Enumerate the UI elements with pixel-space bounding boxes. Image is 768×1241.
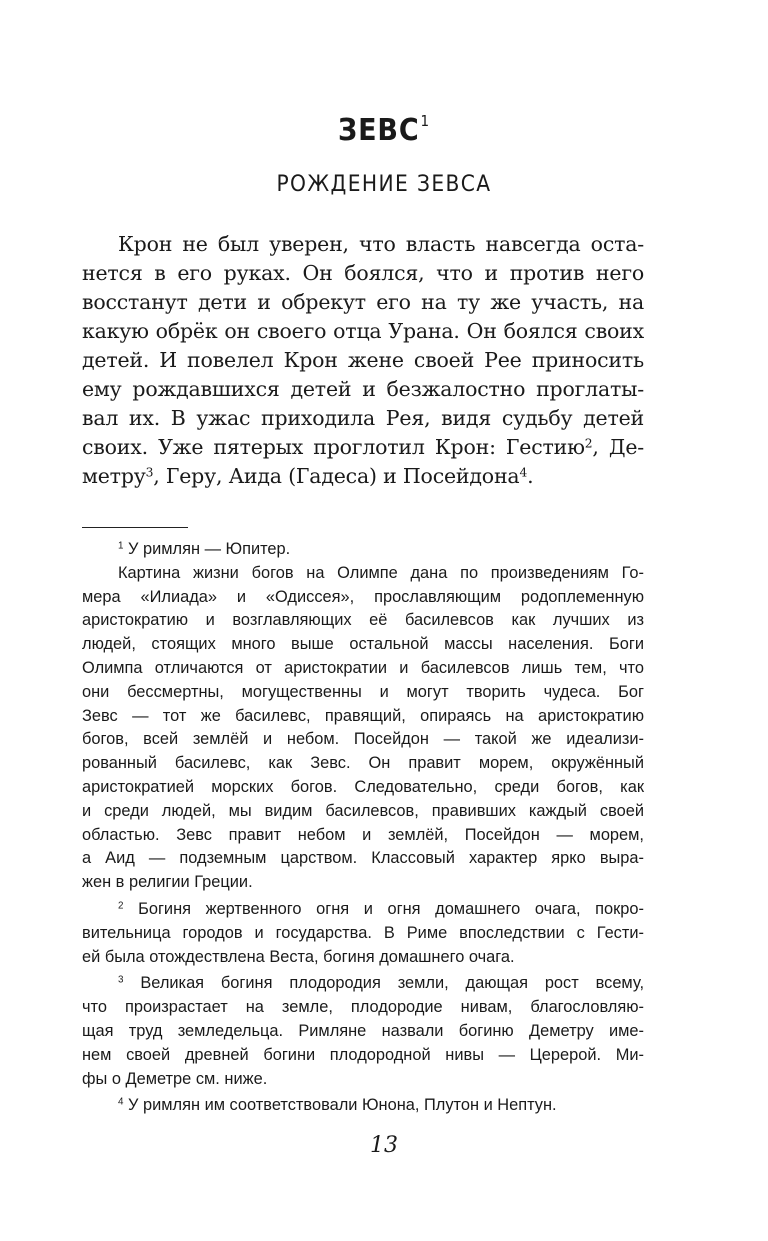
- main-paragraph: [82, 230, 644, 491]
- text-segment: .: [527, 464, 534, 488]
- footnote-1: [82, 538, 644, 895]
- text-line: ему рождавшихся детей и безжалостно проглаты-: [82, 377, 644, 401]
- text-segment: , Геру, Аида (Гадеса) и Посейдона: [153, 464, 520, 488]
- footnote-4: [82, 1094, 644, 1118]
- footnote-line: они бессмертны, могущественны и могут творить чудеса. Бог: [82, 682, 644, 701]
- footnote-line: что произрастает на земле, плодородие нивам, благословляю-: [82, 998, 644, 1017]
- footnote-line: [82, 1094, 644, 1118]
- footnote-line: жен в религии Греции.: [82, 873, 253, 892]
- text-line: детей. И повелел Крон жене своей Рее приносить: [82, 348, 644, 372]
- footnote-text: У римлян — Юпитер.: [123, 540, 291, 558]
- footnote-line: [82, 972, 644, 996]
- chapter-title-text: ЗЕВС: [337, 113, 420, 148]
- footnote-text: Великая богиня плодородия земли, дающая рост всему,: [123, 974, 644, 993]
- footnote-line: областью. Зевс правит небом и землёй, Посейдон — морем,: [82, 825, 644, 844]
- text-line: вал их. В ужас приходила Рея, видя судьбу детей: [82, 406, 644, 430]
- footnote-line: Картина жизни богов на Олимпе дана по произведениям Го-: [118, 563, 644, 582]
- footnote-line: и среди людей, мы видим басилевсов, правивших каждый своей: [82, 801, 644, 820]
- footnote-line: [82, 898, 644, 922]
- text-line: нется в его руках. Он боялся, что и против него: [82, 261, 644, 285]
- page-number: 13: [370, 1133, 398, 1158]
- text-segment: метру: [82, 464, 146, 488]
- footnote-line: людей, стоящих много выше остальной массы населения. Боги: [82, 635, 644, 654]
- footnote-text: У римлян им соответствовали Юнона, Плутон и Нептун.: [123, 1096, 557, 1115]
- footnote-2: [82, 898, 644, 969]
- footnote-3: [82, 972, 644, 1091]
- footnote-line: мера «Илиада» и «Одиссея», прославляющим родоплеменную: [82, 587, 644, 606]
- footnote-line: вительница городов и государства. В Риме впоследствии с Гести-: [82, 923, 644, 942]
- footnote-ref-2: 2: [584, 436, 593, 451]
- footnote-mark: 1: [118, 540, 124, 552]
- text-line: восстанут дети и обрекут его на ту же участь, на: [82, 290, 644, 314]
- footnote-line: [82, 538, 644, 562]
- text-line: Крон не был уверен, что власть навсегда оста-: [118, 232, 644, 256]
- text-segment: своих. Уже пятерых проглотил Крон: Гестию: [82, 435, 585, 459]
- text-line: [82, 433, 644, 462]
- footnote-separator: [82, 527, 188, 528]
- footnote-line: а Аид — подземным царством. Классовый характер ярко выра-: [82, 849, 644, 868]
- footnote-line: нем своей древней богини плодородной нивы — Церерой. Ми-: [82, 1045, 644, 1064]
- footnote-line: богов, всей землёй и небом. Посейдон — такой же идеализи-: [82, 730, 644, 749]
- footnote-line: Зевс — тот же басилевс, правящий, опираясь на аристократию: [82, 706, 644, 725]
- footnote-mark: 4: [118, 1096, 124, 1108]
- footnote-ref-1: 1: [420, 112, 431, 130]
- footnote-line: фы о Деметре см. ниже.: [82, 1069, 268, 1088]
- footnotes: [82, 538, 644, 1118]
- footnote-line: рованный басилевс, как Зевс. Он правит морем, окружённый: [82, 754, 644, 773]
- chapter-title: [38, 112, 729, 148]
- footnote-line: аристократией морских богов. Следовательно, среди богов, как: [82, 777, 644, 796]
- footnote-mark: 2: [118, 900, 124, 912]
- footnote-ref-4: 4: [519, 465, 528, 480]
- footnote-line: щая труд земледельца. Римляне назвали богиню Деметру име-: [82, 1021, 644, 1040]
- footnote-mark: 3: [118, 974, 124, 986]
- footnote-ref-3: 3: [145, 465, 154, 480]
- text-line: какую обрёк он своего отца Урана. Он боялся своих: [82, 319, 644, 343]
- text-segment: , Де-: [592, 435, 644, 459]
- footnote-line: Олимпа отличаются от аристократии и басилевсов лишь тем, что: [82, 658, 644, 677]
- footnote-line: аристократию и возглавляющих её басилевсов как лучших из: [82, 611, 644, 630]
- footnote-text: Богиня жертвенного огня и огня домашнего очага, покро-: [123, 899, 644, 918]
- section-subtitle: РОЖДЕНИЕ ЗЕВСА: [276, 172, 492, 197]
- footnote-line: ей была отождествлена Веста, богиня домашнего очага.: [82, 947, 515, 966]
- text-line: [82, 462, 644, 491]
